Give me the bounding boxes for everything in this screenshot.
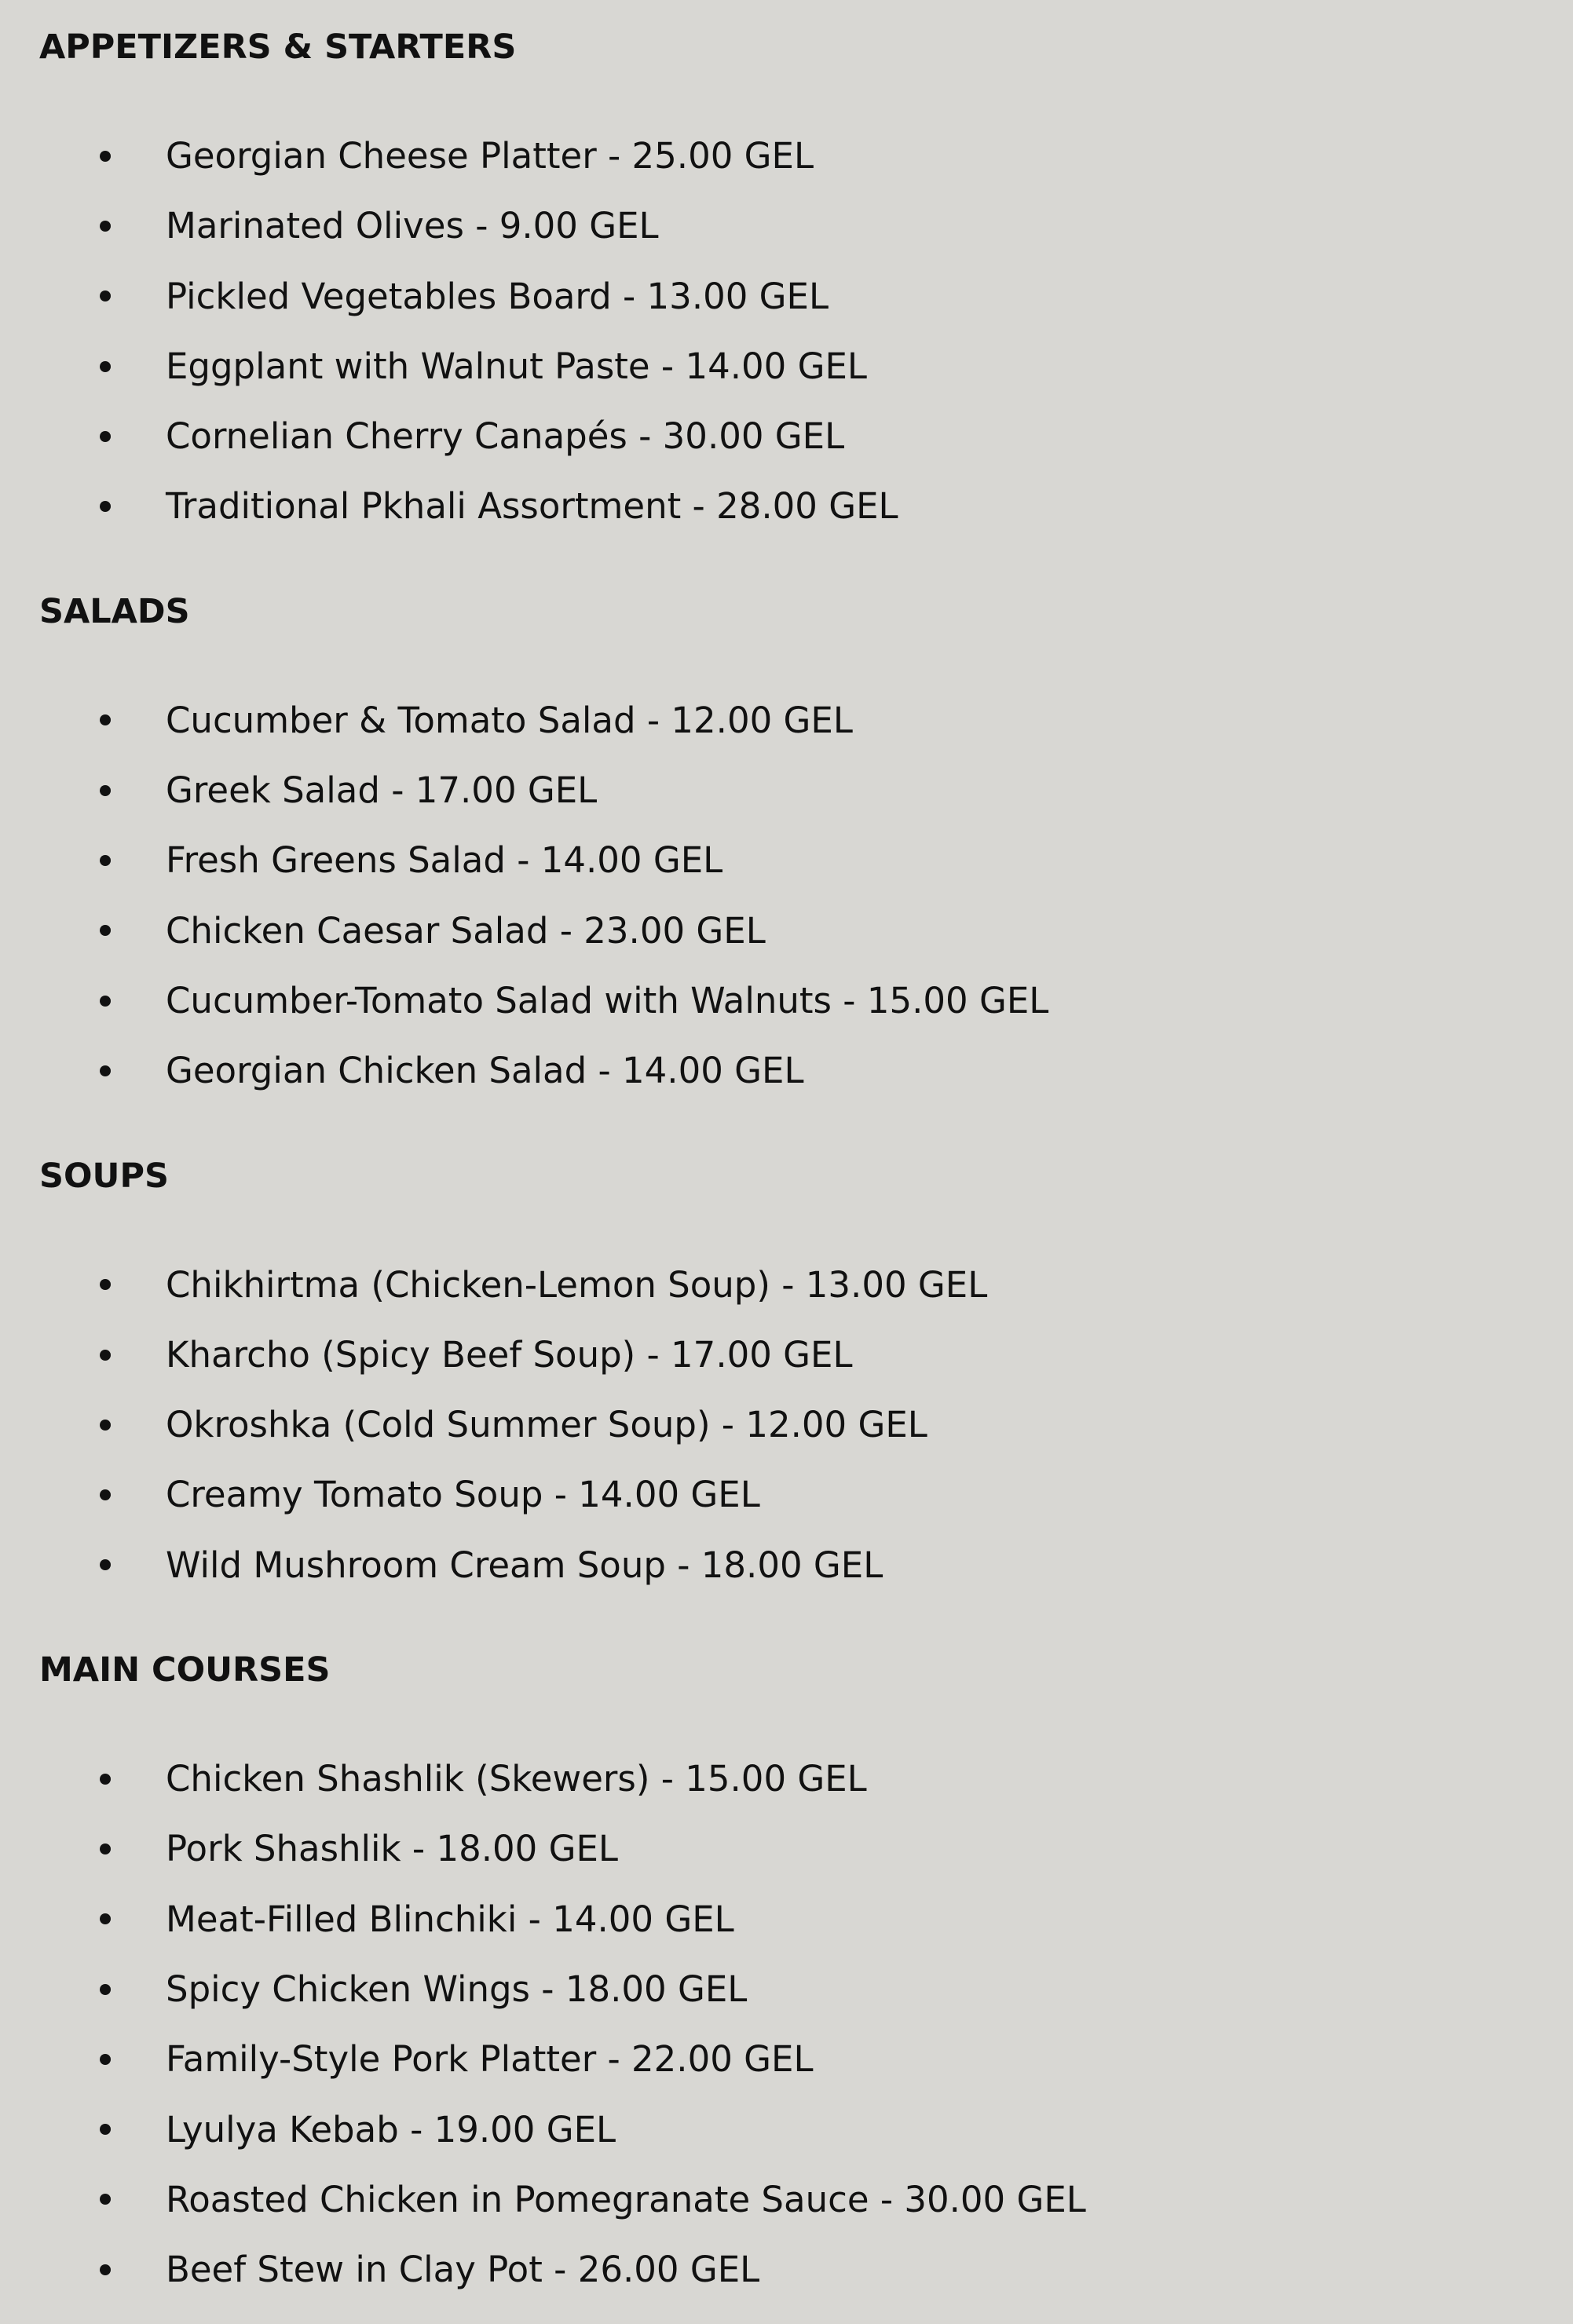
item-text: Cornelian Cherry Canapés - 30.00 GEL: [166, 415, 845, 458]
item-text: Creamy Tomato Soup - 14.00 GEL: [166, 1474, 760, 1516]
bullet-icon: [100, 361, 111, 372]
list-item: [39, 2165, 1573, 2234]
section-spacer: [39, 542, 1573, 588]
list-item: [39, 401, 1573, 471]
bullet-icon: [100, 1559, 111, 1570]
bullet-icon: [100, 1065, 111, 1076]
item-text: Pickled Vegetables Board - 13.00 GEL: [166, 275, 829, 317]
item-text: Greek Salad - 17.00 GEL: [166, 769, 598, 812]
item-text: Chicken Caesar Salad - 23.00 GEL: [166, 909, 766, 952]
list-item: [39, 1744, 1573, 1814]
bullet-icon: [100, 1843, 111, 1854]
bullet-icon: [100, 501, 111, 512]
list-item: [39, 1954, 1573, 2024]
list-item: [39, 471, 1573, 541]
section-spacer: [39, 1106, 1573, 1153]
list-item: [39, 2234, 1573, 2304]
list-item: [39, 121, 1573, 191]
bullet-icon: [100, 2054, 111, 2065]
list-item: [39, 1390, 1573, 1460]
section-title: SOUPS: [39, 1156, 169, 1196]
section-title: APPETIZERS & STARTERS: [39, 27, 517, 67]
section-main-courses: [39, 1646, 1573, 2304]
section-spacer: [39, 1600, 1573, 1646]
item-text: Fresh Greens Salad - 14.00 GEL: [166, 839, 723, 882]
list-item: [39, 191, 1573, 261]
section-appetizers: [39, 24, 1573, 542]
item-text: Okroshka (Cold Summer Soup) - 12.00 GEL: [166, 1404, 927, 1446]
list-item: [39, 1036, 1573, 1105]
bullet-icon: [100, 1984, 111, 1995]
list-item: [39, 966, 1573, 1036]
item-text: Spicy Chicken Wings - 18.00 GEL: [166, 1968, 748, 2010]
list-item: [39, 1320, 1573, 1390]
item-list: [39, 685, 1573, 1106]
list-item: [39, 755, 1573, 825]
list-item: [39, 2024, 1573, 2094]
bullet-icon: [100, 1279, 111, 1290]
item-text: Meat-Filled Blinchiki - 14.00 GEL: [166, 1898, 734, 1940]
item-text: Kharcho (Spicy Beef Soup) - 17.00 GEL: [166, 1333, 853, 1376]
bullet-icon: [100, 855, 111, 866]
bullet-icon: [100, 2194, 111, 2205]
bullet-icon: [100, 431, 111, 442]
section-title: MAIN COURSES: [39, 1650, 331, 1690]
bullet-icon: [100, 2124, 111, 2135]
item-text: Beef Stew in Clay Pot - 26.00 GEL: [166, 2249, 760, 2291]
item-text: Family-Style Pork Platter - 22.00 GEL: [166, 2038, 814, 2081]
bullet-icon: [100, 1913, 111, 1924]
item-text: Eggplant with Walnut Paste - 14.00 GEL: [166, 345, 867, 387]
bullet-icon: [100, 714, 111, 725]
bullet-icon: [100, 1774, 111, 1785]
list-item: [39, 1530, 1573, 1600]
list-item: [39, 1460, 1573, 1529]
bullet-icon: [100, 290, 111, 301]
item-text: Cucumber & Tomato Salad - 12.00 GEL: [166, 699, 853, 741]
item-list: [39, 1250, 1573, 1600]
list-item: [39, 1884, 1573, 1954]
list-item: [39, 331, 1573, 401]
bullet-icon: [100, 925, 111, 936]
item-text: Roasted Chicken in Pomegranate Sauce - 30.00 GEL: [166, 2178, 1086, 2220]
bullet-icon: [100, 1420, 111, 1431]
bullet-icon: [100, 1350, 111, 1361]
item-text: Wild Mushroom Cream Soup - 18.00 GEL: [166, 1544, 883, 1586]
item-text: Marinated Olives - 9.00 GEL: [166, 205, 659, 247]
item-list: [39, 1744, 1573, 2304]
bullet-icon: [100, 785, 111, 796]
bullet-icon: [100, 996, 111, 1007]
list-item: [39, 1250, 1573, 1320]
bullet-icon: [100, 1489, 111, 1500]
section-salads: [39, 588, 1573, 1106]
item-text: Chikhirtma (Chicken-Lemon Soup) - 13.00 GEL: [166, 1263, 988, 1306]
list-item: [39, 2095, 1573, 2165]
list-item: [39, 685, 1573, 755]
item-text: Cucumber-Tomato Salad with Walnuts - 15.00 GEL: [166, 979, 1049, 1021]
item-text: Georgian Chicken Salad - 14.00 GEL: [166, 1050, 804, 1092]
item-text: Georgian Cheese Platter - 25.00 GEL: [166, 135, 814, 177]
list-item: [39, 261, 1573, 331]
item-text: Lyulya Kebab - 19.00 GEL: [166, 2108, 616, 2150]
list-item: [39, 825, 1573, 895]
list-item: [39, 896, 1573, 966]
item-text: Pork Shashlik - 18.00 GEL: [166, 1828, 618, 1870]
bullet-icon: [100, 221, 111, 232]
item-text: Traditional Pkhali Assortment - 28.00 GEL: [166, 485, 898, 528]
item-text: Chicken Shashlik (Skewers) - 15.00 GEL: [166, 1758, 867, 1800]
item-list: [39, 121, 1573, 542]
list-item: [39, 1814, 1573, 1884]
bullet-icon: [100, 151, 111, 162]
bullet-icon: [100, 2264, 111, 2275]
section-title: SALADS: [39, 591, 190, 631]
section-soups: [39, 1153, 1573, 1600]
